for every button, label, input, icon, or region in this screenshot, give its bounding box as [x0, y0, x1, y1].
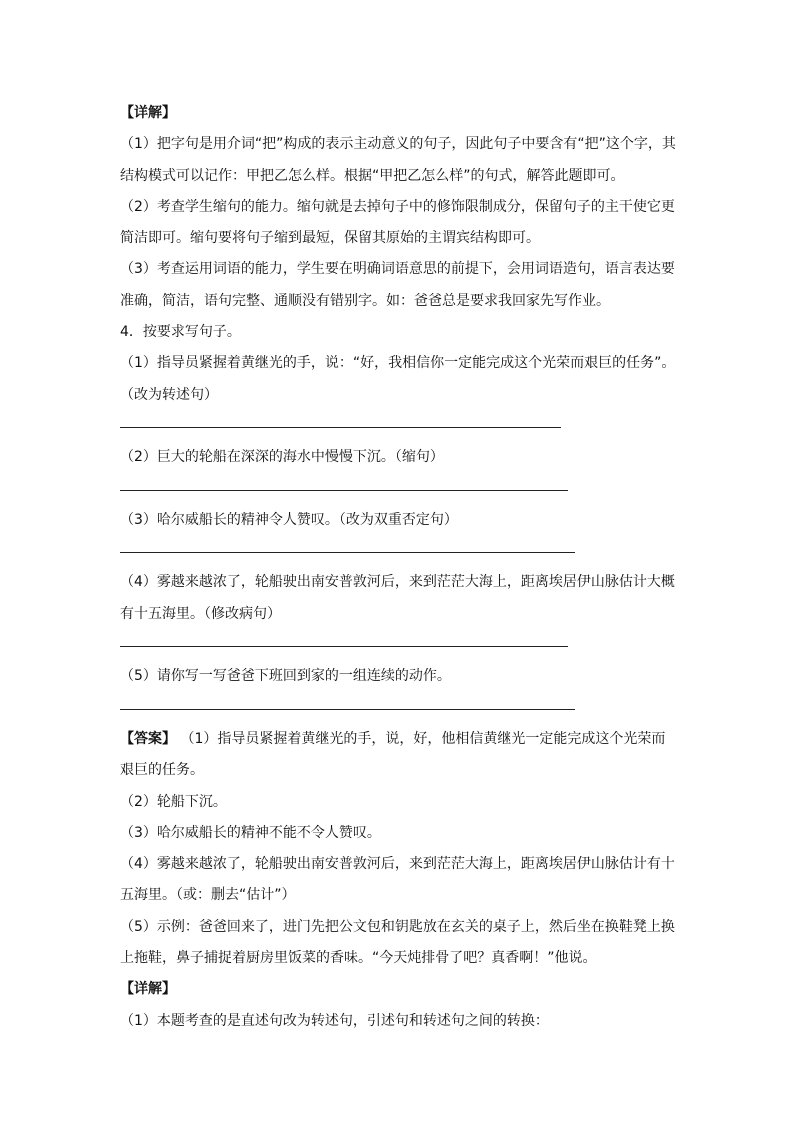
answer-line: 艰巨的任务。: [120, 762, 204, 779]
answer-line: 上拖鞋，鼻子捕捉着厨房里饭菜的香味。“今天炖排骨了吧？真香啊！”他说。: [120, 950, 597, 967]
answer-blank-2: [120, 474, 680, 505]
question-item-5: （5）请你写一写爸爸下班回到家的一组连续的动作。: [120, 668, 451, 685]
explanation-line: （1）本题考查的是直述句改为转述句，引述句和转述句之间的转换：: [120, 1012, 549, 1029]
answer-text: （1）指导员紧握着黄继光的手，说，好，他相信黄继光一定能完成这个光荣而: [176, 730, 666, 747]
answer-line: （4）雾越来越浓了，轮船驶出南安普敦河后，来到茫茫大海上，距离埃居伊山脉估计有十: [120, 856, 675, 873]
answer-first-line: [120, 724, 680, 755]
answer-underline: [120, 427, 561, 428]
explanation-line: （1）把字句是用介词“把”构成的表示主动意义的句子，因此句子中要含有“把”这个字，其: [120, 136, 676, 153]
answer-line: （3）哈尔威船长的精神不能不令人赞叹。: [120, 824, 381, 841]
answer-blank-4: [120, 630, 680, 661]
explanation-line: 简洁即可。缩句要将句子缩到最短，保留其原始的主谓宾结构即可。: [120, 230, 540, 247]
question-item-3: （3）哈尔威船长的精神令人赞叹。（改为双重否定句）: [120, 511, 458, 528]
explanation-line: （3）考查运用词语的能力，学生要在明确词语意思的前提下，会用词语造句，语言表达要: [120, 261, 675, 278]
answer-underline: [120, 490, 568, 491]
question-item-1: （1）指导员紧握着黄继光的手，说：“好，我相信你一定能完成这个光荣而艰巨的任务”。: [120, 355, 676, 372]
question-item-4-cont: 有十五海里。（修改病句）: [120, 605, 281, 622]
question-item-1-note: （改为转述句）: [120, 386, 218, 403]
explanation-heading: 【详解】: [120, 105, 176, 121]
question-title: 4．按要求写句子。: [120, 324, 241, 341]
explanation-heading-2: 【详解】: [120, 981, 176, 998]
explanation-line: （2）考查学生缩句的能力。缩句就是去掉句子中的修饰限制成分，保留句子的主干使它更: [120, 198, 675, 215]
answer-underline: [120, 709, 575, 710]
answer-blank-3: [120, 536, 680, 567]
answer-line: （5）示例：爸爸回来了，进门先把公文包和钥匙放在玄关的桌子上，然后坐在换鞋凳上换: [120, 918, 675, 935]
answer-label: 【答案】: [120, 730, 176, 747]
explanation-line: 结构模式可以记作：甲把乙怎么样。根据“甲把乙怎么样”的句式，解答此题即可。: [120, 167, 625, 184]
page-content: [120, 98, 680, 1037]
answer-underline: [120, 552, 575, 553]
explanation-line: 准确，简洁，语句完整、通顺没有错别字。如：爸爸总是要求我回家先写作业。: [120, 292, 610, 309]
answer-line: （2）轮船下沉。: [120, 793, 227, 810]
answer-blank-5: [120, 693, 680, 724]
answer-underline: [120, 646, 568, 647]
question-item-4: （4）雾越来越浓了，轮船驶出南安普敦河后，来到茫茫大海上，距离埃居伊山脉估计大概: [120, 574, 675, 591]
question-item-2: （2）巨大的轮船在深深的海水中慢慢下沉。（缩句）: [120, 449, 444, 466]
answer-line: 五海里。（或：删去“估计”）: [120, 887, 296, 904]
answer-blank-1: [120, 411, 680, 442]
